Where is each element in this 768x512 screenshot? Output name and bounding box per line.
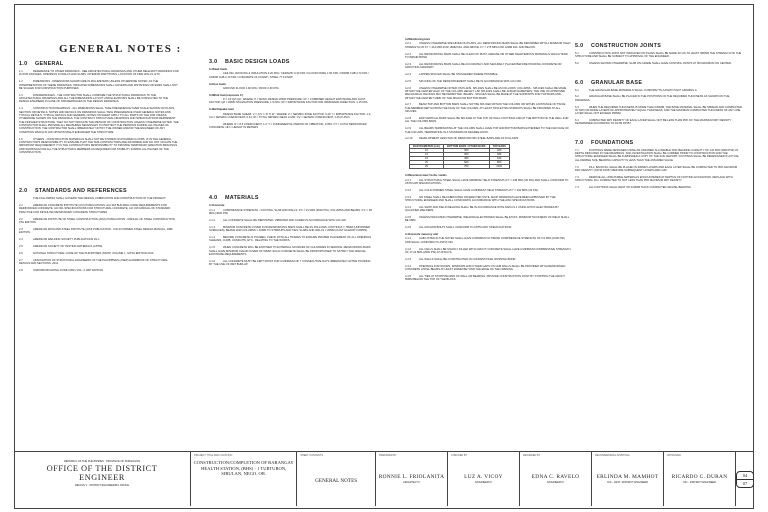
subsection-heading: [209, 204, 374, 207]
note-item: [19, 269, 179, 272]
note-number: 7.4: [575, 186, 579, 190]
note-text: ALL ANCHOR BOLTS SHALL CONFORM TO ASTM A307 SPECIFICATIONS.: [419, 226, 513, 230]
note-number: 1.3: [19, 93, 23, 97]
note-text: P = CF QZ QH ; WHERE: P = BASIC DESIGN WIND PRESSURE; CF = COMBINED HEIGHT EXPOSURE AND GUST FACTOR; QZ = WIND STAGNATION PRESSURE, 1.5 KPA; IW = IMPORTANCE FACTOR FOR WINDWARD DIRECTION, 1.15 KPA: [209, 98, 368, 105]
note-item: [575, 62, 743, 65]
signatory-caption: RECOMMENDING APPROVAL: [595, 454, 630, 457]
signatory-name: ERLINDA M. MAMHOT: [596, 474, 659, 480]
note-number: 5.2: [575, 62, 579, 66]
note-text: ALL REINFORCING BARS SHALL BE ACCURATELY AND SECURELY PLACED BEFORE POURING CONCRETE OR GROUTING MASONRY.: [405, 62, 562, 70]
note-item: [209, 113, 374, 120]
table-cell: 480: [443, 157, 489, 161]
note-text: ALL WALLS SHALL BE CONSTRUCTED IN CONVENTIONAL RUNNING BOND.: [419, 257, 517, 261]
note-number: 2.3: [19, 227, 23, 231]
signatory-cell: [664, 452, 736, 506]
note-item: [19, 107, 179, 134]
note-text: MINIMUM CONCRETE COVER FOR REINFORCING BARS SHALL BE AS FOLLOWS: FOOTINGS = 75MM (UNFORMED SURFACES); BEAMS AND COLUMNS = 40MM TO STIRRUPS AND TIES; SLABS AND WALLS = 20MM (CAST AGAINST FORMS).: [209, 225, 371, 233]
note-item: [575, 95, 743, 102]
note-number: 4.2.2: [405, 52, 411, 56]
note-number: 6.2: [575, 95, 579, 99]
section-heading: [575, 43, 743, 49]
note-text: COMPACTED DRY DENSITY OF EACH LAYER SHALL NOT BE LESS THAN 95% OF THE MAXIMUM DRY DENSITY DETERMINED ACCORDING TO ASTM D1557.: [575, 119, 732, 126]
note-number: 4.3.6: [405, 226, 411, 230]
table-cell: 12: [410, 153, 444, 157]
note-text: END VERTICAL BARS SHALL BE SPLICED AT THE TOP OF WALL FOOTINGS AND AT THE BOTTOM OF THE WALL FOR ALL THE COLUMN BARS.: [405, 117, 569, 124]
note-text: DESIGN BASE SHEAR: V = (CV I / R T) W ; WHERE: Z = SEISMIC ZONE FACTOR, 0.40; I = IMPORTANCE FACTOR, 1.0; CA = SEISMIC COEFFICIENT, 0.44; W = TOTAL SEISMIC DEAD LOAD; CV = SEISMIC COEFFICIENT, 1.25 (0.4NV): [209, 112, 371, 119]
note-item: [575, 149, 743, 162]
sheet-number-box: [736, 471, 754, 488]
note-number: 4.3.4: [405, 205, 411, 209]
signatory-name: RONNIE L. FRIOLANITA: [378, 474, 445, 480]
section-heading: [575, 140, 743, 146]
note-text: ALL REINFORCING BARS SHALL BE CLEAN OF RUST, GREASE OR OTHER DELETERIOUS MATERIALS WHICH TEND TO IMPAIR BOND.: [405, 52, 568, 59]
note-item: [209, 219, 374, 222]
note-number: 1.5: [19, 137, 23, 141]
subsection-heading: [405, 233, 571, 236]
note-text: REMOVE ALL UNSUITABLE MATERIALS ENCOUNTERED AT DEPTHS OF FOOTING EXCAVATION. REPLACE WITH STRUCTURAL FILL COMPACTED TO NOT LESS THAN 95% MAXIMUM DRY DENSITY.: [575, 175, 733, 183]
signatories: [376, 452, 736, 506]
table-cell: 640: [489, 157, 509, 161]
note-item: [209, 87, 374, 90]
signatory-role: ENGINEER III: [547, 481, 564, 484]
note-text: THE GRANULAR BASE MATERIALS SHALL CONFORM TO AASHTO M147 GRADING A.: [589, 88, 698, 92]
table-cell: 480: [489, 153, 509, 157]
note-text: UNLESS SHOWN OTHERWISE, SLAB ON GRADE SHALL HAVE CONTROL JOINTS AT 3M MAXIMUM ON CENTER.: [589, 62, 732, 66]
note-number: 4.2.8: [405, 117, 411, 120]
note-text: AMERICAN INSTITUTE OF STEEL CONSTRUCTION (AISC) PUBLICATION - MANUAL OF STEEL CONSTRUCTION, 9TH EDITION.: [19, 217, 176, 224]
section-number: 4.0: [209, 195, 218, 202]
note-text: ALL FOOTINGS SHALL REST ON 100MM THICK COMPACTED GRAVEL BEDDING.: [589, 186, 692, 190]
sheet-title-cell: [297, 452, 376, 506]
note-text: WHEN THE REQUIRED THICKNESS IS MORE THAN 150MM, THE BASE MATERIAL SHALL BE SPREAD AND COMPACTED IN TWO OR MORE LAYERS OF APPROXIMATELY EQUAL THICKNESS, AND THE MAXIMUM COMPACTED THICKNESS OF ANY ONE LAYER SHALL NOT EXCEED 150MM.: [575, 105, 743, 116]
note-text: AMERICAN IRON AND STEEL INSTITUTE (AISI) PUBLICATION - COLD FORMED STEEL DESIGN MANUAL, 1986 EDITION.: [19, 227, 173, 235]
note-number: 4.4.4: [405, 264, 411, 268]
note-item: [19, 245, 179, 248]
note-item: [405, 137, 571, 140]
note-text: WHEN CONCRETE WILL BE EXPOSED TO EXTERNAL SOURCES OF CHLORIDES IN SERVICE, REINFORCING BARS SHALL HAVE MINIMUM CLEAR COVER OF 50MM; SUCH CONCRETE SHALL BE PROPORTIONED TO SATISFY THE SPECIAL EXPOSURE REQUIREMENTS.: [209, 246, 371, 256]
section-heading: [19, 61, 179, 67]
table-header-cell: TOP BARS: [489, 145, 509, 149]
page-title: GENERAL NOTES :: [59, 43, 182, 55]
section-number: 2.0: [19, 188, 28, 195]
signatory-cell: [592, 452, 664, 506]
subsection-heading: [209, 94, 374, 97]
note-text: OTHERS - CONSTRUCTION MATERIALS SHALL NOT BE STORED ON POURED FLOORS. IF IN THE GENERAL CONTRACTOR'S RESPONSIBILITY TO ENSURE THAT THE SUB-CONTRACTORS ARE INFORMED AND DO NOT VIOLATE THE IMPORTANT REQUIREMENT. IT IS THE CONTRACTOR'S RESPONSIBILITY TO PROVIDE TEMPORARY ERECTION BRACINGS AND SHORINGS FOR ALL THE STRUCTURAL MEMBERS AS REQUIRED FOR STABILITY DURING ALL PHASES OF THE CONSTRUCTION.: [19, 137, 178, 154]
note-text: WHERE: R = 8.5 COEFFICIENT, 1.0; T = FUNDAMENTAL PERIOD OF VIBRATION, 0.35S; CT = 0.0731 REINFORCED CONCRETE; HN = HEIGHT IN METERS: [209, 122, 367, 130]
subsection-heading: [405, 38, 571, 41]
signatory-cell: [520, 452, 592, 506]
note-item: [209, 246, 374, 256]
section-number: 5.0: [575, 43, 584, 49]
signatory-cell: [376, 452, 448, 506]
note-number: 4.1.4: [209, 236, 215, 240]
note-text: CONSTRUCTION JOINT NOT INDICATED ON PLANS SHALL BE MADE SO AS TO LEAST IMPAIR THE STRENGTH OF THE STRUCTURE AND SHALL BE SUBJECT TO APPROVAL OF THE ENGINEER.: [575, 52, 742, 59]
note-text: CHB LISTED IN THE NOTES SHALL HAVE A MINIMUM ULTIMATE COMPRESSIVE STRENGTH OF 6.9 MPA (1000 PSI) AND SHALL CONFORM TO ASTM C90.: [405, 237, 565, 244]
table-cell: 1000: [489, 165, 509, 169]
note-text: Dead loads: [212, 68, 228, 71]
note-item: [405, 179, 571, 186]
note-number: 1.1: [19, 70, 23, 73]
note-item: [405, 73, 571, 76]
note-text: NO STEEL SHALL BE FABRICATED OR ERECTED UNTIL SHOP DRAWINGS HAVE BEEN APPROVED BY THE STRUCTURAL ENGINEER AND SHALL CONFORM IN ACCORDANCE WITH THE AISC SPECIFICATIONS.: [405, 195, 556, 202]
note-text: UNLESS INDICATED OTHERWISE, WELDING ELECTRODES SHALL BE E70XX. MINIMUM THICKNESS OF WELD SHALL BE 6MM.: [405, 215, 570, 223]
table-cell: 360: [443, 153, 489, 157]
note-text: ALL STRUCTURAL STEEL SHALL HAVE MINIMUM YIELD STRENGTH FY = 248 MPA (36 KSI) AND SHALL CONFORM TO ASTM A36 SPECIFICATIONS.: [405, 178, 569, 185]
sheet-title: GENERAL NOTES: [315, 478, 358, 484]
note-item: [575, 52, 743, 59]
section-title: MATERIALS: [225, 195, 259, 202]
note-item: [405, 117, 571, 124]
note-text: BEAM TOP AND BOTTOM BARS SHALL NOT BE SPLICED WITHIN THE COLUMN OR WITHIN A DISTANCE OF TWICE THE MEMBER DEPTH FROM THE FACE OF THE COLUMN; AT LEAST TWO EXTRA STIRRUPS SHALL BE PROVIDED AT ALL SPLICES.: [405, 103, 566, 114]
note-number: 4.2.10: [405, 137, 413, 141]
table-cell: 20: [410, 161, 444, 165]
note-number: 4.1.2: [209, 219, 215, 222]
table-cell: 300: [443, 149, 489, 153]
signatory-name: LUZ A. VICOY: [464, 474, 503, 480]
note-text: COMPRESSIVE STRENGTH - FOOTING, SLAB AND WALLS: F'C = 21 MPA (3000 PSI); COLUMNS AND BEAMS: F'C = 28 MPA (4000 PSI): [209, 208, 372, 216]
note-text: DISCREPANCIES - THE CONTRACTOR SHALL COMPARE THE STRUCTURAL DRAWINGS TO THE ARCHITECTURAL DRAWINGS AND ALL THE DIMENSIONS LAYOUT AND ELEVATIONS SHALL BE CONSULTED TO THE DESIGN ENGINEER IN CASE OF DISCREPANCIES IN THE DESIGN DRAWINGS.: [19, 93, 169, 104]
note-item: [405, 258, 571, 261]
note-text: Structural steel / bolts / welds: [408, 174, 447, 178]
note-number: 4.4.5: [405, 274, 411, 278]
note-number: 4.1: [209, 204, 213, 208]
signatory-role: ARCHITECT II: [403, 481, 420, 484]
sheet-total: 07: [742, 480, 748, 486]
signatory-caption: CHECKED BY: [451, 454, 468, 457]
note-text: FOOTINGS WERE DESIGNED USING AN ASSUMED ALLOWABLE SOIL BEARING CAPACITY OF 144 KPA (3000 PSF) AT DEPTH INDICATED IN THE DRAWINGS. SOIL INVESTIGATION SHALL BE CARRIED PRIOR TO CONSTRUCTION AND THE STRUCTURAL ENGINEER SHALL BE FURNISHED A COPY OF THE SOIL REPORT. FOOTINGS SHALL BE REDESIGNED IF ACTUAL ALLOWABLE SOIL BEARING CAPACITY IS LESS THAN THE ASSUMED VALUE.: [575, 148, 739, 162]
note-item: [209, 98, 374, 105]
note-text: CEILING, ROOFING & INSULATION 0.20 KPA / CERAMIC 0.30 KPA / FLOOR FINISH 1.50 KPA / 150MM CHB 2.73 KPA / 100MM CHB 2.10 KPA / CONCRETE 24.0 KN/M³ / STEEL 77.0 KN/M³: [209, 72, 369, 79]
note-text: Wind load (exposure C): [212, 93, 243, 97]
section-number: 1.0: [19, 61, 28, 67]
note-item: [405, 216, 571, 223]
notes-column-1: [19, 57, 179, 276]
note-item: [209, 260, 374, 267]
note-text: ALL TIES AT STOPPING END OF WALL OR BEARING, PROVIDE CONSTRUCTION JOINT BY STOPPING THE GROUT 50MM BELOW THE TOP OF THE BLOCK.: [405, 274, 565, 282]
note-number: 4.3.1: [405, 178, 411, 182]
table-row: [410, 165, 510, 169]
section-title: STANDARDS AND REFERENCES: [35, 188, 127, 195]
note-number: 4.1.6: [209, 259, 215, 263]
note-item: [405, 53, 571, 60]
signatory-name: RICARDO C. DURAN: [671, 474, 728, 480]
note-text: SPLICING OF THE REINFORCEMENT SHALL BE IN ACCORDANCE WITH ACI 318.: [419, 79, 522, 83]
note-number: 6.4: [575, 119, 579, 123]
note-text: OPENINGS FOR DOORS, WINDOWS AND OTHER GAPS ON CHB WALLS SHALL BE PROVIDED WITH REINFORCED CONCRETE LINTEL BEAMS AT LEAST 300MM BEYOND THE EDGE OF THE OPENING.: [405, 264, 566, 271]
note-item: [405, 248, 571, 255]
note-item: [405, 103, 571, 113]
note-item: [405, 226, 571, 229]
note-item: [575, 106, 743, 116]
note-item: [575, 186, 743, 189]
note-text: GRANULAR BASE SHALL BE PLACED IN THE POSITIONS OF THE REQUIRED THICKNESS AS SHOWN ON THE DRAWINGS.: [575, 95, 730, 102]
note-number: 2.5: [19, 244, 23, 248]
note-text: BEFORE CONCRETE IS POURED, CHECK WITH ALL TRADES TO ENSURE PROPER PLACEMENT OF ALL OPENINGS, SLEEVES, CURB, CONDUITS, ETC., RELATING TO THE WORKS.: [209, 236, 372, 243]
table-cell: 16: [410, 157, 444, 161]
note-text: AMERICAN WELDING SOCIETY PUBLICATIONS D1.1: [33, 237, 100, 241]
note-number: 4.2.9: [405, 127, 411, 131]
note-item: [19, 70, 179, 77]
note-number: 1.4: [19, 107, 23, 111]
note-number: 4.3.2: [405, 188, 411, 192]
note-number: 4.2.4: [405, 72, 411, 76]
signatory-caption: PREPARED BY: [379, 454, 397, 457]
note-item: [19, 218, 179, 225]
note-item: [575, 166, 743, 173]
note-item: [19, 138, 179, 155]
note-text: ALL CELLS SHALL BE SOLIDLY FILLED WITH GROUT; CONCRETE SHALL HAVE A MINIMUM COMPRESSIVE STRENGTH OF 17.24 MPA (2500 PSI) AT 28 DAYS.: [405, 247, 571, 254]
table-cell: 400: [489, 149, 509, 153]
note-item: [209, 226, 374, 233]
project-cell: [191, 452, 297, 506]
note-text: ALL CONCRETE MUST BE KEPT MOIST FOR A MINIMUM OF 7 CONSECUTIVE DAYS IMMEDIATELY AFTER POURING BY THE USE OF WET BURLAP.: [209, 259, 371, 267]
table-header-cell: BAR DIAMETER (mm): [410, 145, 444, 149]
note-item: [405, 87, 571, 100]
note-number: 4.3.5: [405, 215, 411, 219]
notes-column-3: [405, 35, 571, 285]
note-text: Earthquake load: [212, 108, 234, 112]
subsection-heading: [209, 108, 374, 111]
note-number: 4.4: [405, 233, 409, 236]
note-number: 7.3: [575, 175, 579, 179]
note-item: [405, 237, 571, 244]
note-number: 7.2: [575, 165, 579, 169]
note-item: [19, 252, 179, 255]
note-number: 4.3.3: [405, 195, 411, 199]
note-text: Concrete masonry unit: [408, 233, 439, 236]
sheet-number: 04: [737, 472, 753, 480]
subsection-heading: [405, 174, 571, 177]
table-cell: 600: [443, 161, 489, 165]
signatory-name: EDNA C. RAVELO: [531, 474, 580, 480]
note-item: [405, 275, 571, 282]
office-cell: [14, 452, 191, 506]
note-text: ASSOCIATION OF STRUCTURAL ENGINEERS OF THE PHILIPPINES (ASEP) HANDBOOK OF STRUCTURAL DETAILS AND SECTIONS, 2014: [19, 258, 168, 265]
note-number: 4.2: [405, 38, 409, 41]
note-text: AMERICAN SOCIETY OF TESTING MATERIALS (ASTM): [33, 244, 103, 248]
section-title: GRANULAR BASE: [591, 79, 643, 86]
note-item: [19, 197, 179, 200]
note-number: 5.1: [575, 52, 579, 55]
note-item: [209, 209, 374, 216]
note-item: [405, 127, 571, 134]
note-text: Concrete: [212, 204, 225, 208]
note-number: 4.4.2: [405, 247, 411, 251]
note-item: [405, 42, 571, 49]
table-cell: 800: [489, 161, 509, 165]
office-name-line2: ENGINEER: [79, 473, 125, 482]
note-text: LAPPED SPLICES SHALL BE STAGGERED WHERE POSSIBLE.: [419, 72, 499, 76]
note-item: [19, 259, 179, 266]
sheet-title-caption: SHEET CONTENTS: [300, 454, 324, 457]
note-number: 4.2.7: [405, 103, 411, 107]
notes-column-4: [575, 39, 743, 193]
drawing-sheet: [14, 4, 754, 509]
office-name: OFFICE OF THE DISTRICT: [46, 464, 158, 473]
signatory-role: ENGINEER III: [475, 481, 492, 484]
note-text: NATIONAL STRUCTURAL CODE OF THE PHILIPPINES (NSCP) VOLUME 1, SIXTH EDITION 2010: [33, 251, 154, 255]
signatory-caption: APPROVED: [667, 454, 681, 457]
table-cell: 25: [410, 165, 444, 169]
section-number: 6.0: [575, 79, 584, 86]
note-number: 4.2.6: [405, 86, 411, 90]
note-text: UNLESS OTHERWISE NOTED ON PLANS, SPLICES SHALL BE AS FOLLOWS: COLUMNS - SPLICES SHALL BE MADE WITHIN THE CENTER HALF OF THE COLUMN HEIGHT; LAP SPLICES SHALL BE 40 BAR DIAMETERS; THE USE OF APPROVED MECHANICAL DEVICES MAY BE PERMITTED. BEAMS - SPLICES SHALL BE MADE AT THE SUPPORTS FOR TOP BARS AND WITHIN THE CENTER THIRD OF THE SPAN FOR BOTTOM BARS.: [405, 86, 567, 100]
table-cell: 10: [410, 149, 444, 153]
section-title: BASIC DESIGN LOADS: [225, 59, 290, 65]
development-length-table: [409, 144, 510, 169]
section-heading: [209, 59, 374, 65]
note-number: 1.2: [19, 80, 23, 84]
note-item: [405, 206, 571, 213]
section-number: 3.0: [209, 59, 218, 65]
section-title: FOUNDATIONS: [591, 139, 634, 146]
note-item: [575, 119, 743, 126]
note-item: [19, 238, 179, 241]
section-heading: [575, 80, 743, 86]
project-title: CONSTRUCTION/COMPLETION OF BARANGAY HEALTH STATION, (BHS) - 1 TURTURON, SIBULAN, NEGO. OR.: [193, 460, 294, 477]
note-text: REFERENCE TO OTHER DRAWINGS - SEE ARCHITECTURAL DRAWINGS AND OTHER RELEVANT DRAWINGS FOR FLOOR FINISHES, OPENINGS IN WALLS AND SLABS, INTERIOR PARTITIONS, LOCATION OF FIRE WALLS, ETC.: [19, 70, 179, 77]
note-text: ALL BEAMS TERMINATING AT THE COLUMN SHALL HAVE TOP AND BOTTOM BARS EXTENDED TO THE FAR FACE OF THE COLUMN, TERMINATING IN A STANDARD 90 DEGREE HOOK.: [405, 127, 569, 134]
note-item: [19, 204, 179, 214]
note-item: [19, 228, 179, 235]
subsection-heading: [209, 68, 374, 71]
note-text: DIMENSIONS - DIMENSIONS SHOWN ARE IN MILLIMETERS UNLESS OTHERWISE NOTED. AS THE INTERPRETATION OF THESE DRAWINGS, INDICATED DIMENSIONS SHALL GOVERN AND DISTANCES OR SIZES SHALL NOT BE SCALED FOR CONSTRUCTION PURPOSES.: [19, 80, 178, 90]
note-text: ALL CONCRETE SHALL BE DEPOSITED, VIBRATED AND CURED IN ACCORDANCE WITH ACI 318.: [223, 219, 347, 222]
title-block: [14, 451, 754, 506]
note-text: CONSTRUCTION DRAWINGS - ALL DIMENSIONS SHALL TAKE PRECEDENCE OVER SCALE SHOWN ON PLANS, SECTION OR DETAILS. NOTES AND DETAILS ON DRAWINGS SHALL TAKE PRECEDENCE OVER GENERAL NOTES AND TYPICAL DETAILS. TYPICAL DETAILS AND GENERAL NOTES ON SHEET APPLY TO ALL PARTS OF THE JOB UNLESS OTHERWISE SHOWN ON THE DRAWINGS. THE CONTRACT STRUCTURAL DRAWINGS AND SPECIFICATIONS REPRESENT THE FINISHED STRUCTURE. THEY DO NOT INDICATE THE METHOD OF CONSTRUCTION UNLESS OTHERWISE NOTED. THE CONTRACTOR SHALL PROVIDE ALL MEASURES NECESSARY TO PROTECT THE PERSONS DURING ALL PHASES OF CONSTRUCTION. THE CONTRACTOR SHALL IMMEDIATELY NOTIFY THE OWNER AND/OR THE ENGINEER OF ANY CONDITION WHICH IN HIS OPINION MIGHT ENDANGER THE STRUCTURE.: [19, 107, 179, 134]
office-region: REGION V · DISTRICT ENGINEERING OFFICE: [75, 484, 130, 487]
signatory-caption: REVIEWED BY: [523, 454, 541, 457]
office-header: REPUBLIC OF THE PHILIPPINES · PROVINCE OF SORSOGON: [64, 460, 141, 463]
note-item: [209, 123, 374, 130]
note-number: 6.1: [575, 88, 579, 92]
note-text: FILL: BACKFILL SHALL BE PLACED IN 200MM LAYERS AND EACH LAYER SHALL BE COMPACTED TO 95% MAXIMUM DRY DENSITY (ASTM D1557) BEFORE SUBSEQUENT LAYERS ARE LAID.: [575, 165, 738, 172]
signatory-role: OIC - DISTRICT ENGINEER: [682, 481, 717, 484]
note-number: 4.4.3: [405, 257, 411, 261]
notes-column-2: [209, 55, 374, 270]
note-item: [405, 196, 571, 203]
note-number: 4.4.1: [405, 237, 411, 241]
note-item: [405, 189, 571, 192]
section-title: CONSTRUCTION JOINTS: [591, 43, 662, 49]
note-number: 2.4: [19, 237, 23, 241]
sheet-number-cell: [736, 452, 754, 506]
note-text: THE FOLLOWING SHALL GOVERN THE DESIGN, FABRICATION AND CONSTRUCTION OF THE PROJECT:: [33, 197, 167, 201]
note-number: 3.2: [209, 82, 213, 86]
note-item: [575, 176, 743, 183]
note-number: 4.2.5: [405, 79, 411, 83]
note-number: 4.1.3: [209, 225, 215, 229]
note-text: Reinforcing bars: [408, 38, 431, 41]
note-item: [209, 236, 374, 243]
section-heading: [19, 188, 179, 194]
section-title: GENERAL: [35, 61, 64, 67]
note-number: 4.1.5: [209, 246, 215, 250]
note-number: 2.6: [19, 251, 23, 255]
note-item: [405, 63, 571, 70]
note-text: Live loads: [212, 82, 226, 86]
project-caption: PROJECT TITLE AND LOCATION: [194, 454, 233, 457]
note-item: [19, 94, 179, 104]
note-number: 7.1: [575, 148, 579, 152]
note-number: 3.3: [209, 93, 213, 97]
table-cell: 750: [443, 165, 489, 169]
note-number: 4.1.1: [209, 208, 215, 212]
note-number: 2.2: [19, 217, 23, 221]
subsection-heading: [209, 83, 374, 86]
note-item: [575, 89, 743, 92]
note-number: 3.1: [209, 68, 213, 71]
note-text: ALL SHOP AND FIELD WELDING SHALL BE IN ACCORDANCE WITH AWS D1.1 USING E70XX ELECTRODES BY QUALIFIED WELDERS.: [405, 205, 559, 213]
note-item: [209, 72, 374, 79]
note-item: [19, 80, 179, 90]
signatory-role: OIC - ASST. DISTRICT ENGINEER: [607, 481, 648, 484]
signatory-cell: [448, 452, 520, 506]
section-heading: [209, 195, 374, 201]
note-number: 4.2.1: [405, 42, 411, 46]
note-text: ALL COLD FORMED STEEL SHALL HAVE A MINIMUM YIELD STRENGTH FY = 230 MPA (33 KSI).: [419, 188, 539, 192]
table-header-cell: BOTTOM BARS / OTHER BARS: [443, 145, 489, 149]
note-text: AMERICAN CONCRETE INSTITUTE (ACI) PUBLICATIONS: ACI 318 BUILDING CODE REQUIREMENTS FOR REINFORCED CONCRETE; ACI 301 SPECIFICATIONS FOR STRUCTURAL CONCRETE; ACI 315 MANUAL OF STANDARD PRACTICE FOR DETAILING REINFORCED CONCRETE STRUCTURES.: [19, 204, 171, 214]
note-number: 3.4: [209, 108, 213, 112]
note-number: 6.3: [575, 105, 579, 109]
note-number: 2.1: [19, 204, 23, 208]
note-number: 2.8: [19, 268, 23, 272]
note-text: DEVELOPMENT LENGTHS OF REINFORCING STEEL BARS ARE AS FOLLOWS:: [419, 137, 519, 141]
note-number: 2.7: [19, 258, 23, 262]
note-text: GROUND FLOOR 1.90 KPA / ROOF 0.60 KPA: [223, 86, 279, 90]
note-number: 4.3: [405, 174, 409, 178]
note-text: UNLESS OTHERWISE SPECIFIED ON PLANS, ALL REINFORCING BARS SHALL BE DEFORMED WITH A MINIMUM YIELD STRENGTH OF FY = 414 MPA FOR 16MM DIA. AND ABOVE, FY = 275 MPA FOR 12MM DIA. AND BELOW.: [405, 42, 571, 49]
note-item: [405, 80, 571, 83]
note-text: UNIFORM BUILDING CODE (UBC) VOL. 2 1997 EDITION: [33, 268, 104, 272]
note-number: 4.2.3: [405, 62, 411, 66]
note-item: [405, 265, 571, 272]
section-number: 7.0: [575, 139, 584, 146]
